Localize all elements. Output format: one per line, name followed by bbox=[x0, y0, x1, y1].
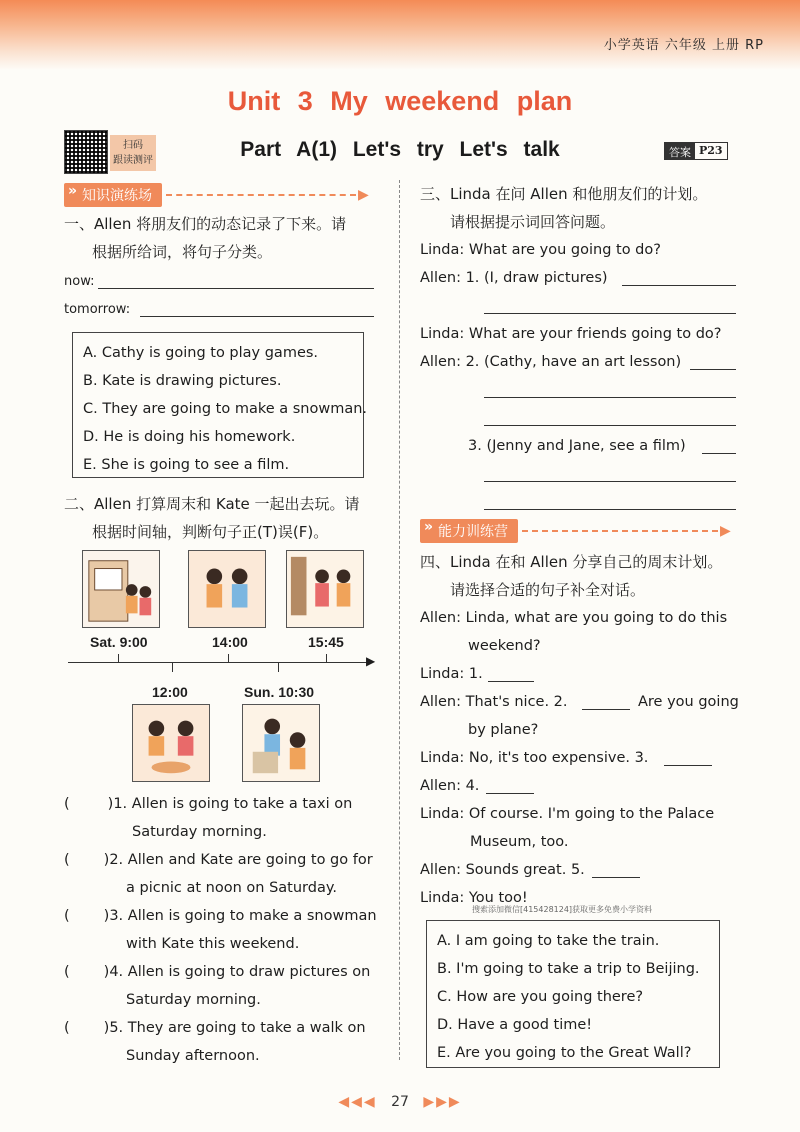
timeline-tick bbox=[228, 654, 229, 662]
q4-dialog-3a: Allen: That's nice. 2. bbox=[420, 694, 568, 710]
q2-item-4-line2: Saturday morning. bbox=[126, 992, 261, 1008]
q4-dialog-3c: by plane? bbox=[468, 722, 539, 738]
time-label-1545: 15:45 bbox=[308, 634, 344, 650]
page-title: Unit 3 My weekend plan bbox=[227, 86, 573, 116]
q4-option: A. I am going to take the train. bbox=[437, 933, 660, 949]
section-tag-practice bbox=[64, 184, 369, 206]
arrows-left-icon: ◀◀◀ bbox=[338, 1094, 377, 1110]
picture-snow-scene bbox=[242, 704, 320, 782]
q1-instruction-1: 一、Allen 将朋友们的动态记录了下来。请 bbox=[64, 215, 347, 233]
now-answer-line[interactable] bbox=[98, 288, 374, 289]
tomorrow-label: tomorrow: bbox=[64, 302, 131, 317]
dashed-line bbox=[166, 194, 356, 196]
series-label: 小学英语 六年级 上册 RP bbox=[603, 38, 764, 53]
q3-answer-line-2[interactable] bbox=[690, 369, 736, 370]
q2-item-5[interactable]: ( )5. They are going to take a walk on bbox=[64, 1020, 366, 1036]
q4-dialog-4: Linda: No, it's too expensive. 3. bbox=[420, 750, 649, 766]
q4-dialog-6b: Museum, too. bbox=[470, 834, 569, 850]
q4-dialog-1a: Allen: Linda, what are you going to do this bbox=[420, 610, 728, 626]
q3-linda-2: Linda: What are your friends going to do? bbox=[420, 326, 722, 342]
q4-blank-5[interactable] bbox=[592, 877, 640, 878]
q4-dialog-2: Linda: 1. bbox=[420, 666, 483, 682]
qr-label-line1: 扫码 bbox=[123, 140, 143, 151]
picture-picnic-scene bbox=[132, 704, 210, 782]
q2-item-2-line2: a picnic at noon on Saturday. bbox=[126, 880, 337, 896]
q1-options-box bbox=[72, 332, 368, 478]
watermark-text: 搜索添加微信[415428124]获取更多免费小学资料 bbox=[472, 905, 653, 914]
section-tag-label: » 能力训练营 bbox=[420, 519, 518, 543]
q4-instruction-1: 四、Linda 在和 Allen 分享自己的周末计划。 bbox=[420, 553, 723, 571]
q3-allen-3: 3. (Jenny and Jane, see a film) bbox=[468, 438, 686, 454]
time-label-sun-1030: Sun. 10:30 bbox=[244, 684, 315, 700]
q3-instruction-2: 请根据提示词回答问题。 bbox=[450, 213, 616, 231]
q4-blank-2[interactable] bbox=[582, 709, 630, 710]
q2-item-3[interactable]: ( )3. Allen is going to make a snowman bbox=[64, 908, 377, 924]
q2-item-1[interactable]: ( )1. Allen is going to take a taxi on bbox=[64, 796, 353, 812]
page-subtitle: Part A(1) Let's try Let's talk bbox=[240, 138, 560, 161]
q1-option: A. Cathy is going to play games. bbox=[83, 345, 319, 361]
time-label-1200: 12:00 bbox=[152, 684, 188, 700]
tomorrow-answer-line[interactable] bbox=[140, 316, 374, 317]
timeline-tick bbox=[278, 662, 279, 672]
q4-dialog-3b: Are you going bbox=[638, 694, 739, 710]
q3-answer-line-1[interactable] bbox=[622, 285, 736, 286]
q2-item-2[interactable]: ( )2. Allen and Kate are going to go for bbox=[64, 852, 373, 868]
q4-dialog-5: Allen: 4. bbox=[420, 778, 480, 794]
picture-walk-scene bbox=[286, 550, 364, 628]
section-tag-training bbox=[420, 520, 731, 542]
q1-instruction-2: 根据所给词，将句子分类。 bbox=[92, 243, 273, 261]
q4-blank-3[interactable] bbox=[664, 765, 712, 766]
q3-answer-line-3c[interactable] bbox=[484, 509, 736, 510]
q3-instruction-1: 三、Linda 在问 Allen 和他朋友们的计划。 bbox=[420, 185, 708, 203]
q2-item-3-line2: with Kate this weekend. bbox=[126, 936, 300, 952]
answer-badge bbox=[664, 142, 728, 160]
q4-dialog-7: Allen: Sounds great. 5. bbox=[420, 862, 585, 878]
q2-instruction-1: 二、Allen 打算周末和 Kate 一起出去玩。请 bbox=[64, 495, 360, 513]
timeline-tick bbox=[172, 662, 173, 672]
q1-option: E. She is going to see a film. bbox=[83, 457, 290, 473]
dashed-line bbox=[522, 530, 718, 532]
q4-blank-1[interactable] bbox=[488, 681, 534, 682]
timeline-tick bbox=[326, 654, 327, 662]
q3-linda-1: Linda: What are you going to do? bbox=[420, 242, 661, 258]
q2-instruction-2: 根据时间轴，判断句子正(T)误(F)。 bbox=[92, 523, 329, 541]
q4-blank-4[interactable] bbox=[486, 793, 534, 794]
picture-friends-scene bbox=[188, 550, 266, 628]
timeline-tick bbox=[118, 654, 119, 662]
q3-allen-1: Allen: 1. (I, draw pictures) bbox=[420, 270, 608, 286]
q4-option: E. Are you going to the Great Wall? bbox=[437, 1045, 692, 1061]
q4-option: D. Have a good time! bbox=[437, 1017, 593, 1033]
q4-dialog-6a: Linda: Of course. I'm going to the Palace bbox=[420, 806, 715, 822]
now-label: now: bbox=[64, 274, 95, 289]
arrows-right-icon: ▶▶▶ bbox=[423, 1094, 462, 1110]
q3-answer-line-2c[interactable] bbox=[484, 425, 736, 426]
time-label-sat-900: Sat. 9:00 bbox=[90, 634, 148, 650]
q2-item-4[interactable]: ( )4. Allen is going to draw pictures on bbox=[64, 964, 371, 980]
q4-options-box bbox=[426, 920, 720, 1068]
column-divider bbox=[399, 180, 400, 1060]
q4-dialog-8: Linda: You too! bbox=[420, 890, 528, 906]
q4-dialog-1b: weekend? bbox=[468, 638, 541, 654]
arrow-right-icon: ▶ bbox=[358, 187, 369, 203]
q3-allen-2: Allen: 2. (Cathy, have an art lesson) bbox=[420, 354, 682, 370]
q3-answer-line-3[interactable] bbox=[702, 453, 736, 454]
section-tag-label: » 知识演练场 bbox=[64, 183, 162, 207]
q3-answer-line-2b[interactable] bbox=[484, 397, 736, 398]
q3-answer-line-1b[interactable] bbox=[484, 313, 736, 314]
q2-item-5-line2: Sunday afternoon. bbox=[126, 1048, 260, 1064]
q4-instruction-2: 请选择合适的句子补全对话。 bbox=[450, 581, 646, 599]
q4-option: B. I'm going to take a trip to Beijing. bbox=[437, 961, 700, 977]
timeline-axis bbox=[68, 662, 372, 663]
answer-label: 答案 bbox=[665, 143, 695, 159]
q4-option: C. How are you going there? bbox=[437, 989, 644, 1005]
arrow-right-icon: ▶ bbox=[720, 523, 731, 539]
q1-option: C. They are going to make a snowman. bbox=[83, 401, 368, 417]
time-label-1400: 14:00 bbox=[212, 634, 248, 650]
q2-item-1-line2: Saturday morning. bbox=[132, 824, 267, 840]
picture-taxi-scene bbox=[82, 550, 160, 628]
page-number: 27 bbox=[391, 1094, 409, 1110]
qr-label-line2: 跟读测评 bbox=[113, 155, 153, 166]
q1-option: D. He is doing his homework. bbox=[83, 429, 296, 445]
q3-answer-line-3b[interactable] bbox=[484, 481, 736, 482]
page-footer bbox=[0, 1094, 800, 1110]
q1-option: B. Kate is drawing pictures. bbox=[83, 373, 282, 389]
answer-page: P23 bbox=[699, 144, 723, 157]
timeline-arrow-icon: ▶ bbox=[366, 654, 376, 668]
